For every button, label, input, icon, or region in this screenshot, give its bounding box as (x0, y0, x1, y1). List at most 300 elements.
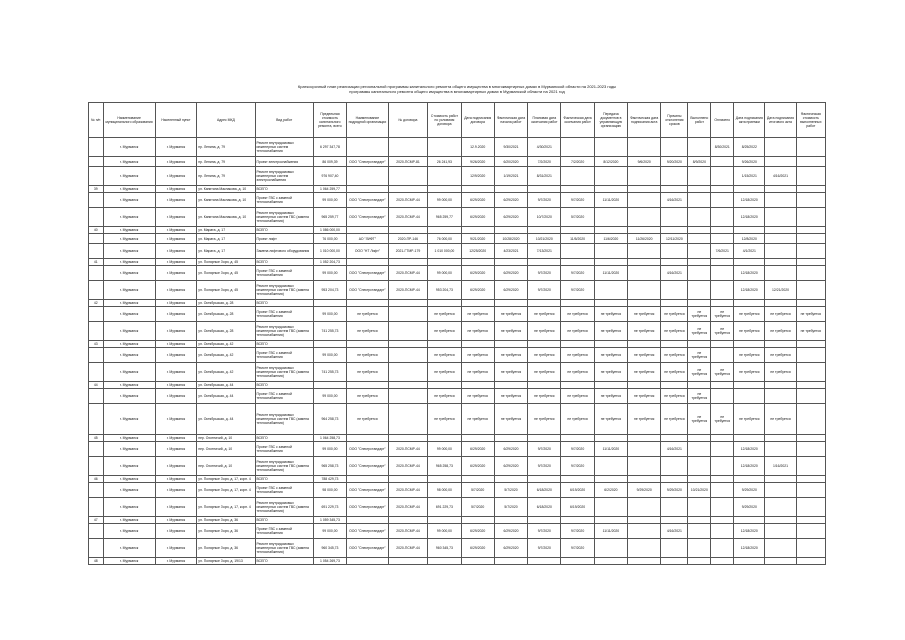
table-cell: 6/29/2020 (494, 208, 527, 227)
table-cell: не требуется (734, 363, 765, 382)
table-cell: 1 010 000,00 (313, 244, 346, 259)
table-cell: 5/7/2020 (461, 483, 494, 498)
table-cell: г. Мурманск (103, 348, 155, 363)
table-cell: 48 (89, 558, 104, 565)
table-cell (796, 442, 825, 457)
table-cell (796, 457, 825, 476)
table-cell: 788 429,73 (313, 476, 346, 483)
table-cell: 9/26/2020 (461, 157, 494, 167)
table-cell (628, 193, 661, 208)
table-cell: Ремонт внутридомовых инженерных систем ГВС (замена теплоснабжения) (255, 457, 313, 476)
table-cell: ООО "Спектрстандарт" (347, 483, 389, 498)
table-cell (628, 517, 661, 524)
table-cell: не требуется (796, 322, 825, 341)
table-cell (628, 476, 661, 483)
table-cell (796, 208, 825, 227)
table-cell (711, 227, 734, 234)
table-cell: ООО "НТ Лифт" (347, 244, 389, 259)
table-cell: 6/18/2020 (528, 498, 561, 517)
table-cell: не требуется (734, 404, 765, 435)
table-cell (765, 244, 796, 259)
column-header: Передача документов в управляющую организацию (594, 103, 627, 138)
table-cell (494, 517, 527, 524)
table-cell: 2020-ПСМР-44 (388, 208, 428, 227)
table-cell: 9/7/2020 (561, 524, 594, 539)
table-cell: не требуется (528, 404, 561, 435)
table-cell: не требуется (765, 348, 796, 363)
table-row (89, 208, 826, 227)
table-cell: 6/29/2020 (461, 266, 494, 281)
table-cell: 1/19/2021 (494, 167, 527, 186)
table-cell (711, 259, 734, 266)
table-cell: не требуется (711, 307, 734, 322)
table-cell (561, 382, 594, 389)
table-cell: 99 000,00 (428, 266, 461, 281)
table-cell (688, 382, 711, 389)
table-cell: не требуется (711, 322, 734, 341)
column-header: Дата подписания итогового акта (765, 103, 796, 138)
table-cell (661, 227, 688, 234)
table-cell (388, 322, 428, 341)
table-cell (594, 517, 627, 524)
table-cell: г. Мурманск (155, 322, 197, 341)
table-cell: 965 259,77 (313, 208, 346, 227)
table-cell (494, 476, 527, 483)
table-cell: ООО "Спектрстандарт" (347, 208, 389, 227)
table-cell: 6/29/2020 (461, 281, 494, 300)
table-cell: не требуется (347, 322, 389, 341)
table-cell (711, 167, 734, 186)
table-cell (528, 259, 561, 266)
table-cell: г. Мурманск (103, 307, 155, 322)
table-cell (628, 186, 661, 193)
table-cell (765, 498, 796, 517)
table-cell: 9/7/2020 (528, 457, 561, 476)
table-cell (661, 208, 688, 227)
table-cell (428, 227, 461, 234)
table-cell: 42 (89, 300, 104, 307)
table-cell: не требуется (796, 307, 825, 322)
table-cell: 7/2/2020 (528, 157, 561, 167)
table-cell (661, 539, 688, 558)
table-cell (796, 244, 825, 259)
table-cell: 11/11/2020 (594, 266, 627, 281)
table-cell (428, 476, 461, 483)
table-cell (494, 435, 527, 442)
table-cell (688, 498, 711, 517)
table-cell: г. Мурманск (155, 558, 197, 565)
table-cell: 5/7/2020 (494, 498, 527, 517)
table-cell (796, 524, 825, 539)
table-cell (494, 300, 527, 307)
table-cell: Проект лифт (255, 234, 313, 244)
table-cell: не требуется (765, 322, 796, 341)
table-cell (796, 435, 825, 442)
table-row (89, 167, 826, 186)
works-table (88, 102, 826, 565)
table-cell: Проект ГВС с заменой теплоснабжения (255, 524, 313, 539)
table-cell: ООО "Спектрстандарт" (347, 157, 389, 167)
table-cell: ВСЕГО (255, 435, 313, 442)
table-row (89, 389, 826, 404)
column-header: № договора (388, 103, 428, 138)
table-cell (711, 281, 734, 300)
table-cell (796, 259, 825, 266)
table-cell (688, 558, 711, 565)
table-cell: 1 052 204,73 (313, 259, 346, 266)
table-cell (796, 281, 825, 300)
table-cell: 12/18/2020 (734, 266, 765, 281)
table-cell (711, 186, 734, 193)
table-cell (89, 157, 104, 167)
table-cell (661, 341, 688, 348)
table-cell: г. Мурманск (155, 363, 197, 382)
table-cell (461, 341, 494, 348)
table-cell: не требуется (594, 322, 627, 341)
table-cell: г. Мурманск (155, 476, 197, 483)
table-row (89, 300, 826, 307)
table-cell: не требуется (628, 404, 661, 435)
table-cell (388, 517, 428, 524)
table-cell: 4/30/2021 (528, 138, 561, 157)
table-cell (388, 259, 428, 266)
table-row (89, 259, 826, 266)
table-cell (347, 517, 389, 524)
table-cell (461, 382, 494, 389)
column-header: Наименование подрядной организации (347, 103, 389, 138)
table-cell (313, 341, 346, 348)
table-cell (688, 259, 711, 266)
table-cell (89, 348, 104, 363)
table-cell (561, 244, 594, 259)
table-cell (661, 186, 688, 193)
table-cell: не требуется (494, 307, 527, 322)
table-cell (428, 259, 461, 266)
table-cell: г. Мурманск (103, 404, 155, 435)
table-cell: г. Мурманск (155, 193, 197, 208)
table-cell: 9/7/2020 (528, 193, 561, 208)
table-cell (711, 558, 734, 565)
table-cell (711, 382, 734, 389)
table-row (89, 266, 826, 281)
table-cell (628, 558, 661, 565)
table-cell (711, 208, 734, 227)
table-cell (765, 227, 796, 234)
table-cell: Проект ГВС с заменой теплоснабжения (255, 442, 313, 457)
table-cell: г. Мурманск (103, 281, 155, 300)
table-cell: не требуется (561, 348, 594, 363)
table-cell: г. Мурманск (103, 266, 155, 281)
table-cell: не требуется (461, 363, 494, 382)
table-cell: 46 (89, 476, 104, 483)
table-cell: 9/7/2020 (528, 524, 561, 539)
table-cell (711, 435, 734, 442)
table-cell: 6/2/2020 (594, 483, 627, 498)
table-cell: 2020-ПСМР-81 (388, 157, 428, 167)
table-cell (89, 539, 104, 558)
table-cell (89, 244, 104, 259)
table-cell (528, 517, 561, 524)
table-cell: не требуется (428, 389, 461, 404)
table-cell: 4/16/2021 (661, 524, 688, 539)
table-cell: не требуется (347, 404, 389, 435)
table-cell: 4/16/2021 (765, 167, 796, 186)
table-cell: 11/11/2020 (594, 442, 627, 457)
table-cell (661, 259, 688, 266)
table-cell (494, 382, 527, 389)
table-cell: не требуется (765, 363, 796, 382)
table-cell: 9/26/2020 (734, 157, 765, 167)
table-cell: г. Мурманск (103, 435, 155, 442)
table-cell (561, 435, 594, 442)
table-cell: 6/29/2020 (494, 442, 527, 457)
table-cell (494, 259, 527, 266)
table-cell: г. Мурманск (155, 404, 197, 435)
column-header: Плановая дата окончания работ (528, 103, 561, 138)
table-cell (765, 300, 796, 307)
table-row (89, 186, 826, 193)
table-cell: г. Мурманск (103, 341, 155, 348)
table-cell: 2020-ПСМР-44 (388, 281, 428, 300)
table-cell (461, 476, 494, 483)
table-cell (628, 300, 661, 307)
table-cell (594, 186, 627, 193)
table-cell: не требуется (628, 348, 661, 363)
table-cell (711, 442, 734, 457)
table-cell (796, 389, 825, 404)
table-cell (688, 244, 711, 259)
table-cell: 6/29/2020 (461, 442, 494, 457)
table-row (89, 457, 826, 476)
table-cell (461, 558, 494, 565)
table-cell (89, 234, 104, 244)
table-header-row (89, 103, 826, 138)
table-cell: ВСЕГО (255, 259, 313, 266)
table-cell (711, 234, 734, 244)
table-cell: 12/18/2020 (734, 457, 765, 476)
table-cell (796, 341, 825, 348)
table-cell: 691 229,73 (313, 498, 346, 517)
table-cell: не требуется (628, 322, 661, 341)
table-cell: ул. Октябрьская, д. 42 (197, 348, 255, 363)
table-cell: 1 064 258,73 (313, 435, 346, 442)
table-cell: не требуется (528, 322, 561, 341)
table-cell: не требуется (711, 404, 734, 435)
table-cell (765, 517, 796, 524)
table-cell: 11/5/2020 (561, 234, 594, 244)
table-cell: ул. Полярные Зори, д. 17, корп. 4 (197, 483, 255, 498)
table-cell (734, 558, 765, 565)
table-row (89, 341, 826, 348)
table-cell: г. Мурманск (103, 259, 155, 266)
table-cell: не требуется (628, 363, 661, 382)
table-cell: не требуется (594, 307, 627, 322)
table-cell (461, 259, 494, 266)
table-cell (594, 558, 627, 565)
table-cell: г. Мурманск (103, 208, 155, 227)
table-cell: Ремонт внутридомовых инженерных систем ГВС (замена теплоснабжения) (255, 363, 313, 382)
table-cell (734, 476, 765, 483)
table-cell (765, 234, 796, 244)
table-cell (561, 167, 594, 186)
table-cell (594, 244, 627, 259)
table-cell: 6/19/2020 (561, 498, 594, 517)
table-cell (561, 517, 594, 524)
table-cell: 99 000,00 (428, 524, 461, 539)
table-row (89, 322, 826, 341)
table-cell: 9/29/2020 (734, 483, 765, 498)
table-cell: г. Мурманск (155, 307, 197, 322)
table-row (89, 539, 826, 558)
table-cell (388, 404, 428, 435)
table-cell: не требуется (628, 307, 661, 322)
table-cell (711, 157, 734, 167)
table-cell (388, 186, 428, 193)
table-cell: 960 345,73 (313, 539, 346, 558)
table-cell: 1 064 259,77 (313, 186, 346, 193)
table-cell: г. Мурманск (155, 281, 197, 300)
table-row (89, 483, 826, 498)
table-cell (688, 517, 711, 524)
table-cell: 1/15/2021 (734, 167, 765, 186)
table-cell (796, 363, 825, 382)
table-cell: пер. Охотничий, д. 10 (197, 457, 255, 476)
table-cell: пер. Охотничий, д. 10 (197, 442, 255, 457)
table-cell: 12/18/2020 (734, 524, 765, 539)
column-header: Адрес МКД (197, 103, 255, 138)
table-cell (628, 259, 661, 266)
table-cell: 9/7/2020 (528, 281, 561, 300)
table-cell (347, 558, 389, 565)
table-cell: не требуется (688, 322, 711, 341)
table-cell: ул. Октябрьская, д. 44 (197, 382, 255, 389)
table-cell: не требуется (734, 348, 765, 363)
table-cell: ВСЕГО (255, 517, 313, 524)
table-cell (388, 167, 428, 186)
table-cell: 1 054 269,73 (313, 558, 346, 565)
table-cell (428, 167, 461, 186)
table-cell: 953 204,73 (428, 281, 461, 300)
table-cell: г. Мурманск (103, 227, 155, 234)
table-cell: Ремонт внутридомовых инженерных систем ГВС (замена теплоснабжения) (255, 539, 313, 558)
table-cell (528, 382, 561, 389)
table-cell (765, 266, 796, 281)
table-cell (734, 259, 765, 266)
table-cell (628, 435, 661, 442)
table-cell: 12.9.2020 (461, 138, 494, 157)
table-cell: 44 (89, 382, 104, 389)
table-cell (661, 517, 688, 524)
table-cell: г. Мурманск (155, 539, 197, 558)
table-cell: ул. Октябрьская, д. 42 (197, 341, 255, 348)
table-cell (594, 539, 627, 558)
table-cell (388, 382, 428, 389)
document-title-line2: программы капитального ремонта общего имущества в многоквартирных домах в Мурманской области на 2021 год (349, 89, 565, 94)
table-cell (561, 186, 594, 193)
table-cell: не требуется (494, 348, 527, 363)
table-row (89, 442, 826, 457)
table-cell: 41 (89, 259, 104, 266)
table-cell (711, 524, 734, 539)
table-cell (765, 483, 796, 498)
table-cell (347, 227, 389, 234)
table-cell (89, 266, 104, 281)
table-cell (561, 341, 594, 348)
table-cell (796, 517, 825, 524)
table-cell: 43 (89, 341, 104, 348)
table-cell (711, 266, 734, 281)
table-cell: не требуется (461, 348, 494, 363)
table-cell (594, 457, 627, 476)
table-cell: ул. Полярные Зори, д. 45 (197, 259, 255, 266)
table-cell: 6/18/2020 (528, 483, 561, 498)
table-cell: 12/18/2020 (734, 208, 765, 227)
table-cell (765, 193, 796, 208)
table-cell: не требуется (561, 404, 594, 435)
table-cell: 99 000,00 (428, 442, 461, 457)
table-cell (594, 476, 627, 483)
table-cell (428, 138, 461, 157)
table-cell (528, 341, 561, 348)
table-cell (347, 341, 389, 348)
table-cell: г. Мурманск (155, 348, 197, 363)
table-cell (734, 517, 765, 524)
table-cell: 4/16/2021 (661, 193, 688, 208)
table-cell: 6/29/2020 (494, 457, 527, 476)
table-cell: 964 258,73 (313, 404, 346, 435)
table-cell: г. Мурманск (103, 193, 155, 208)
table-cell: 99 000,00 (428, 193, 461, 208)
table-cell: г. Мурманск (155, 186, 197, 193)
table-cell: не требуется (428, 322, 461, 341)
table-cell: 12/18/2020 (734, 281, 765, 300)
table-cell (688, 208, 711, 227)
table-cell: 6/29/2020 (494, 539, 527, 558)
table-cell (461, 227, 494, 234)
table-cell (661, 558, 688, 565)
table-cell (528, 435, 561, 442)
table-cell: 11/11/2020 (594, 524, 627, 539)
table-cell (628, 382, 661, 389)
table-cell: ул. Октябрьская, д. 28 (197, 300, 255, 307)
table-cell: 10/7/2020 (528, 208, 561, 227)
table-row (89, 558, 826, 565)
table-cell (734, 227, 765, 234)
table-cell (388, 307, 428, 322)
table-cell (89, 307, 104, 322)
table-cell: г. Мурманск (155, 259, 197, 266)
table-cell: 6/29/2020 (494, 281, 527, 300)
table-cell: 11/6/2020 (594, 234, 627, 244)
table-cell (765, 524, 796, 539)
table-cell (388, 138, 428, 157)
table-cell: г. Мурманск (103, 138, 155, 157)
table-cell: 12/9/2020 (461, 167, 494, 186)
table-cell (628, 244, 661, 259)
table-cell (494, 227, 527, 234)
table-row (89, 244, 826, 259)
table-cell (561, 259, 594, 266)
table-cell (594, 167, 627, 186)
table-cell: Проект ГВС с заменой теплоснабжения (255, 193, 313, 208)
table-cell: ВСЕГО (255, 341, 313, 348)
table-cell (711, 193, 734, 208)
table-cell (661, 138, 688, 157)
table-cell: не требуется (461, 389, 494, 404)
column-header: Предельная стоимость капитального ремонта, всего (313, 103, 346, 138)
table-cell (594, 341, 627, 348)
table-cell: 965 258,73 (428, 457, 461, 476)
